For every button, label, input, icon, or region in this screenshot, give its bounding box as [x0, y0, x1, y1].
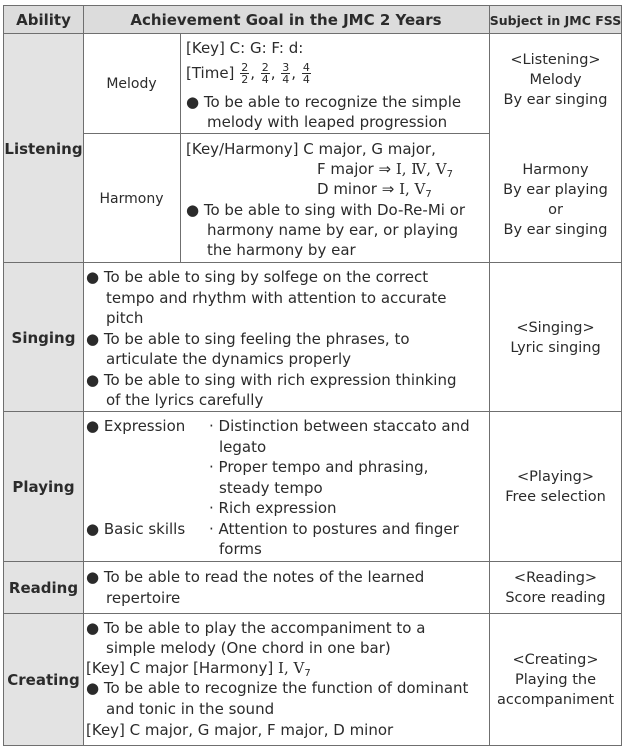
table-border-bottom — [4, 745, 622, 746]
creating-line4: ● To be able to recognize the function of dominant — [86, 679, 469, 697]
subject-playing: <Playing> Free selection — [505, 469, 606, 505]
listening-bottom-divider — [4, 262, 622, 263]
creating-line6: [Key] C major, G major, F major, D minor — [86, 721, 394, 739]
harmony-goal-line2: harmony name by ear, or playing — [207, 221, 459, 239]
melody-key-line: [Key] C: G: F: d: — [186, 39, 304, 57]
table-border-top — [4, 5, 622, 6]
playing-basic-label: ● Basic skills — [86, 520, 186, 538]
listening-melody-label: Melody — [106, 76, 157, 92]
creating-line2: simple melody (One chord in one bar) — [106, 639, 391, 657]
ability-listening: Listening — [4, 139, 83, 158]
harmony-key-line1: [Key/Harmony] C major, G major, — [186, 140, 436, 158]
singing-goals: ● To be able to sing by solfege on the correct tempo and rhythm with attention to accurate pitch ● To be able to sing feeling the phrases, to articulate the dynamics properly ● To be able to sing with rich expression thinking of the lyrics carefully — [86, 268, 457, 409]
playing-bottom-divider — [4, 561, 622, 562]
reading-goals: ● To be able to read the notes of the learned repertoire — [86, 568, 425, 607]
reading-bottom-divider — [4, 613, 622, 614]
harmony-key-line2: F major ⇒ Ⅰ, Ⅳ, $V_7$ — [317, 160, 454, 180]
subject-column-divider — [489, 5, 490, 746]
subject-reading: <Reading> Score reading — [505, 570, 606, 606]
subject-listening-harmony: Harmony By ear playing or By ear singing — [503, 162, 608, 238]
harmony-goal-line1: ● To be able to sing with Do-Re-Mi or — [186, 201, 466, 219]
ability-reading: Reading — [8, 579, 79, 597]
time-signature: $\frac{2}{2}$ — [241, 61, 249, 86]
subject-listening-melody: <Listening> Melody By ear singing — [503, 52, 608, 108]
header-divider — [4, 33, 622, 34]
melody-time-label: [Time] — [186, 64, 235, 82]
listening-harmony-label: Harmony — [99, 190, 164, 207]
header-ability: Ability — [16, 11, 71, 29]
singing-bottom-divider — [4, 411, 622, 412]
header-subject: Subject in JMC FSS — [489, 12, 622, 28]
melody-goal-line2: melody with leaped progression — [207, 113, 448, 131]
harmony-key-line3: D minor ⇒ Ⅰ, $V_7$ — [317, 180, 432, 200]
ability-creating: Creating — [7, 671, 80, 689]
melody-time-line: [Time] $\frac{2}{2}$ , $\frac{2}{4}$ , $\frac{3}{4}$ , $\frac{4}{4}$ — [186, 61, 310, 86]
melody-goal-line1: ● To be able to recognize the simple — [186, 93, 462, 111]
creating-line1: ● To be able to play the accompaniment to a — [86, 619, 426, 637]
harmony-goal-line3: the harmony by ear — [207, 241, 356, 259]
listening-sublabel-divider — [180, 34, 181, 263]
table-border-right — [621, 5, 622, 746]
playing-expression-label: ● Expression — [86, 417, 186, 435]
ability-column-divider — [83, 5, 84, 746]
ability-playing: Playing — [12, 478, 75, 496]
time-signature: $\frac{4}{4}$ — [302, 61, 310, 86]
subject-singing: <Singing> Lyric singing — [510, 319, 601, 356]
playing-items: · Distinction between staccato and legato · Proper tempo and phrasing, steady tempo · Rich expression · Attention to postures and finger forms — [209, 417, 470, 558]
ability-singing: Singing — [11, 328, 76, 347]
melody-harmony-divider — [83, 133, 489, 134]
subject-creating: <Creating> Playing the accompaniment — [496, 652, 615, 708]
table-border-left — [3, 5, 4, 746]
creating-line5: and tonic in the sound — [106, 700, 275, 718]
creating-line3: [Key] C major [Harmony] Ⅰ, $V_7$ — [86, 659, 311, 679]
time-signature: $\frac{2}{4}$ — [261, 61, 269, 86]
time-signature: $\frac{3}{4}$ — [282, 61, 290, 86]
header-goal: Achievement Goal in the JMC 2 Years — [130, 11, 442, 29]
